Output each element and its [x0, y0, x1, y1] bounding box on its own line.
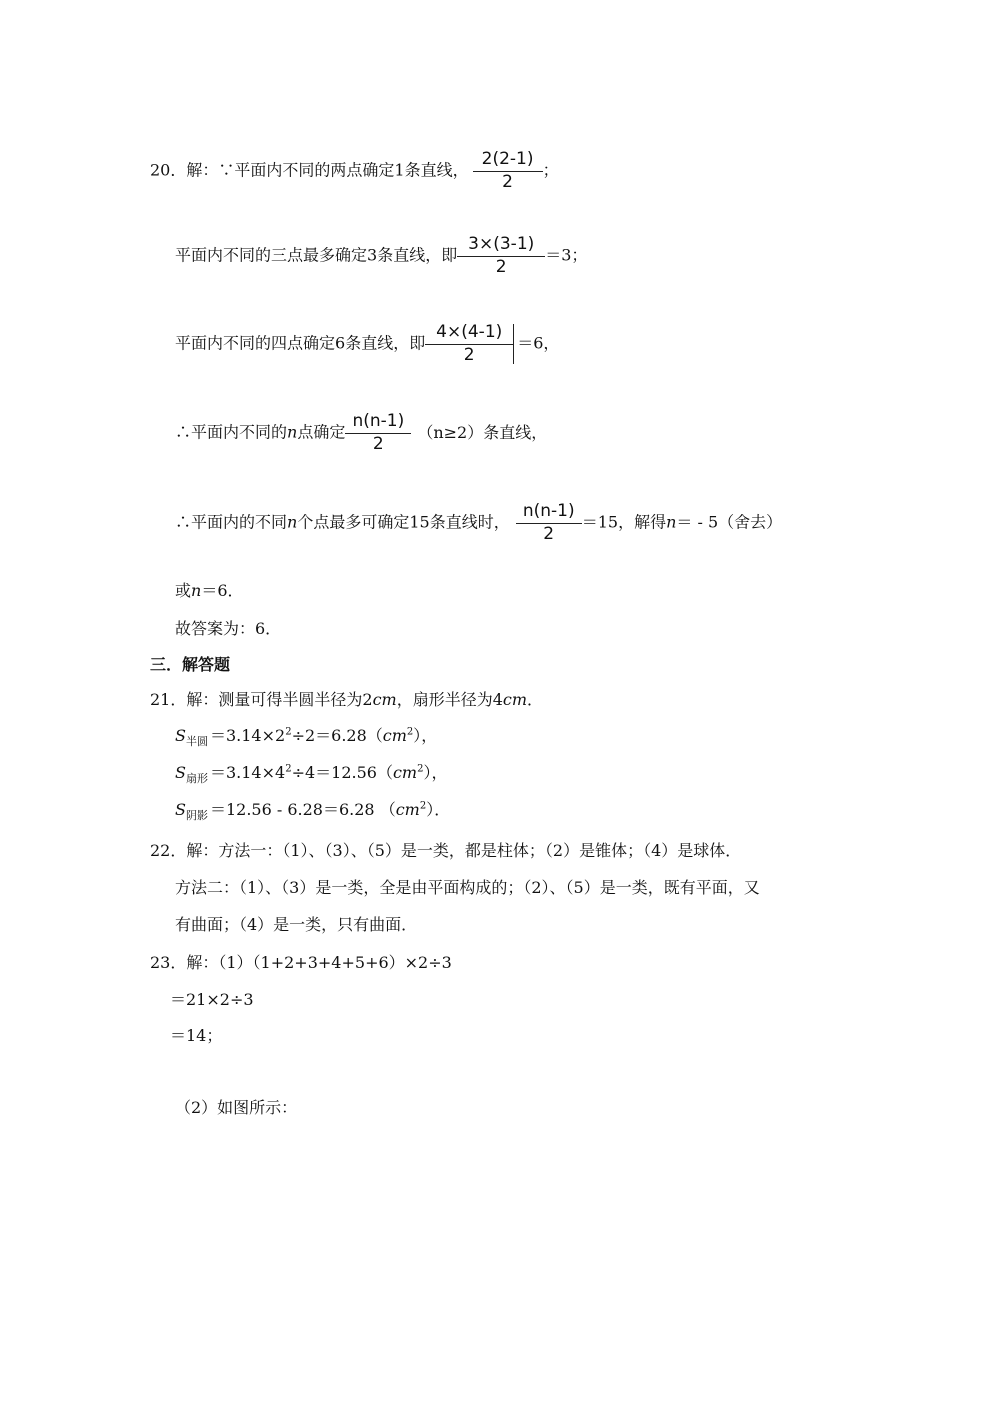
subscript: 扇形	[185, 772, 208, 786]
q21-semicircle-area	[175, 726, 437, 748]
text: ＝12.56 - 6.28＝6.28 （	[209, 800, 396, 819]
text: 20．解：∵平面内不同的两点确定	[150, 160, 395, 180]
unit: cm	[502, 690, 528, 709]
text: ＝15，解得	[581, 512, 667, 532]
vertical-mark	[513, 324, 514, 364]
text: ÷4＝12.56（	[291, 763, 393, 782]
text: ）．	[426, 800, 451, 819]
variable: n	[287, 512, 298, 532]
variable: n	[666, 512, 677, 532]
exponent: 2	[285, 726, 292, 738]
number: 3	[367, 245, 378, 265]
exponent: 2	[419, 800, 427, 812]
q20-line1	[150, 150, 559, 192]
subscript: 阴影	[185, 809, 208, 823]
text: ，扇形半径为	[396, 690, 493, 709]
variable: n	[287, 422, 298, 442]
q22-line3: 有曲面；（4）是一类，只有曲面．	[175, 915, 418, 934]
unit: cm	[372, 690, 397, 709]
fraction	[516, 502, 582, 544]
fraction	[457, 235, 545, 277]
text: ＝3；	[545, 245, 588, 265]
denominator: 2	[495, 256, 507, 277]
numerator: 2(2-1)	[481, 149, 534, 169]
subscript: 半圆	[185, 735, 208, 749]
q21-line1	[150, 690, 543, 709]
denominator: 2	[372, 433, 384, 454]
fraction	[473, 150, 543, 192]
q21-shaded-area	[175, 800, 450, 822]
text: 条直线，	[404, 160, 469, 180]
text: ），	[423, 763, 448, 782]
denominator: 2	[463, 344, 475, 365]
q20-answer: 故答案为：6．	[175, 619, 282, 638]
numerator: n(n-1)	[522, 501, 575, 521]
exponent: 2	[417, 763, 424, 775]
q21-sector-area	[175, 763, 448, 785]
text: 点确定	[297, 422, 346, 442]
numerator: n(n-1)	[352, 411, 405, 431]
q20-line4	[175, 412, 547, 454]
q20-line3	[175, 323, 559, 365]
text: 个点最多可确定	[297, 512, 410, 532]
denominator: 2	[543, 523, 555, 544]
variable: n	[191, 581, 202, 600]
text: ），	[413, 726, 438, 745]
q22-line2: 方法二：（1）、（3）是一类，全是由平面构成的；（2）、（5）是一类，既有平面，又	[175, 878, 760, 897]
numerator: 4×(4-1)	[436, 322, 503, 342]
number: 2	[362, 690, 373, 709]
exponent: 2	[406, 726, 414, 738]
symbol: S	[175, 763, 186, 782]
text: 平面内不同的四点确定	[175, 333, 336, 353]
q20-line2	[175, 235, 587, 277]
unit: cm	[395, 800, 420, 819]
text: ∴平面内不同的	[175, 422, 288, 442]
text: 平面内不同的三点最多确定	[175, 245, 368, 265]
unit: cm	[382, 726, 407, 745]
text: 条直线，即	[345, 333, 426, 353]
fraction	[425, 323, 513, 365]
number: 15	[409, 512, 430, 532]
numerator: 3×(3-1)	[468, 234, 535, 254]
q23-line1: 23．解：（1）（1+2+3+4+5+6）×2÷3	[150, 953, 452, 972]
text: （n≥2）条直线，	[417, 422, 548, 442]
text: 条直线，即	[377, 245, 458, 265]
section-heading: 三．解答题	[150, 655, 231, 674]
text: ＝6．	[201, 581, 244, 600]
text: ＝3.14×4	[209, 763, 286, 782]
text: ＝ - 5（舍去）	[676, 512, 783, 532]
denominator: 2	[502, 171, 513, 192]
text: 21．解：测量可得半圆半径为	[150, 690, 363, 709]
text: ＝6，	[517, 333, 560, 353]
q22-line1: 22．解：方法一：（1）、（3）、（5）是一类，都是柱体；（2）是锥体；（4）是球体．	[150, 841, 742, 860]
symbol: S	[175, 800, 186, 819]
number: 1	[394, 160, 405, 180]
text: ．	[527, 690, 544, 709]
text: ÷2＝6.28（	[291, 726, 383, 745]
exponent: 2	[285, 763, 292, 775]
q23-line3: ＝14；	[170, 1026, 223, 1045]
q23-line2: ＝21×2÷3	[170, 990, 254, 1009]
unit: cm	[392, 763, 418, 782]
number: 4	[492, 690, 503, 709]
q23-line4: （2）如图所示：	[175, 1098, 298, 1117]
text: 条直线时，	[429, 512, 510, 532]
text: ＝3.14×2	[209, 726, 286, 745]
symbol: S	[175, 726, 186, 745]
text: ；	[542, 160, 559, 180]
fraction	[345, 412, 411, 454]
text: 或	[175, 581, 192, 600]
q20-line6	[175, 581, 244, 600]
number: 6	[335, 333, 346, 353]
q20-line5	[175, 502, 782, 544]
text: ∴平面内的不同	[175, 512, 288, 532]
